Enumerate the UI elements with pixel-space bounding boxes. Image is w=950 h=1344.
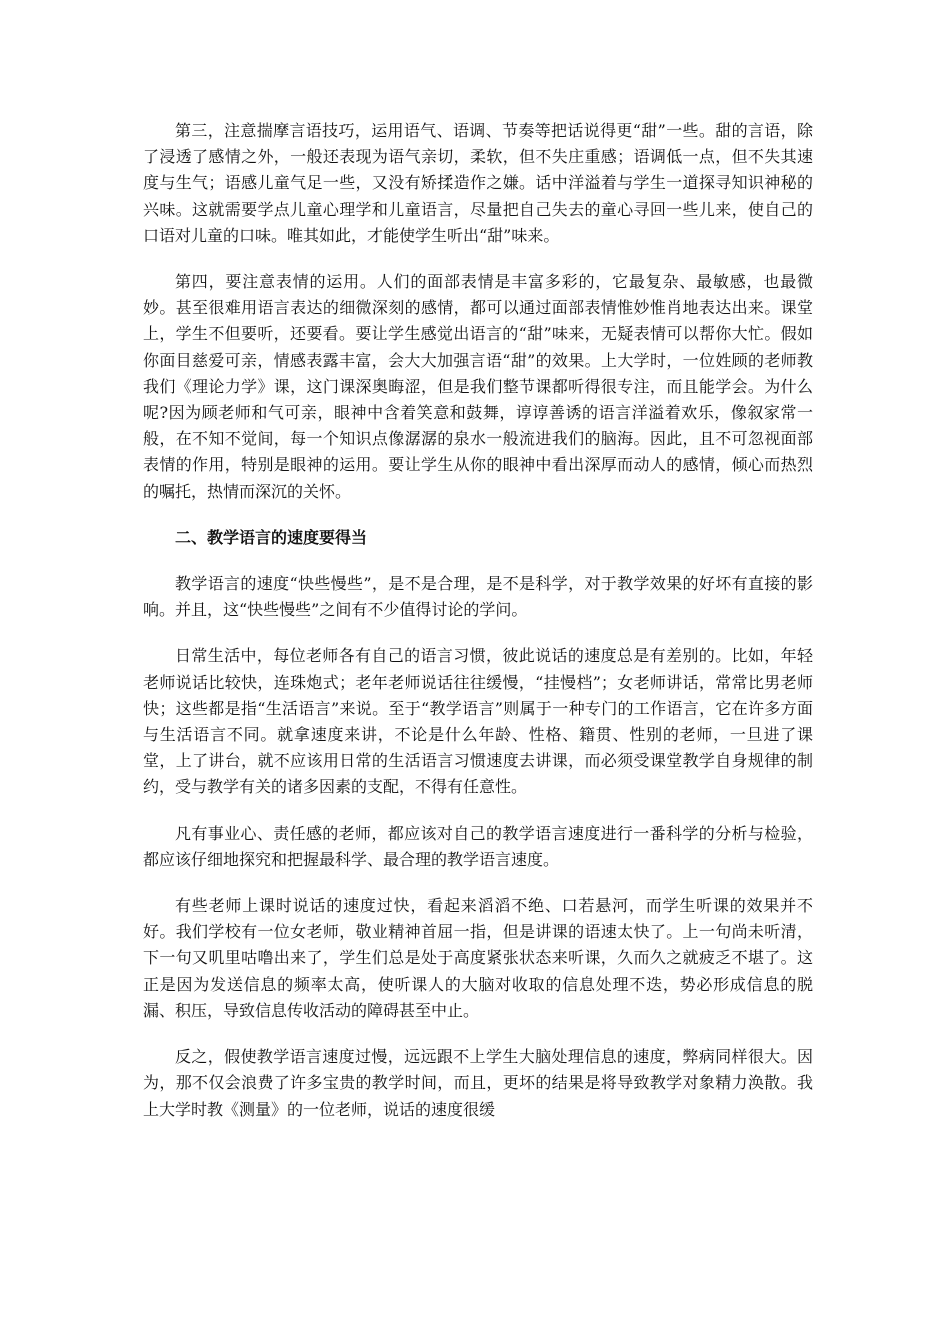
paragraph-too-slow: 反之，假使教学语言速度过慢，远远跟不上学生大脑处理信息的速度，弊病同样很大。因为，那不仅会浪费了许多宝贵的教学时间，而且，更坏的结果是将导致教学对象精力涣散。我上大学时教《测量》的一位老师，说话的速度很缓 xyxy=(143,1047,813,1119)
paragraph-fourth-tip: 第四，要注意表情的运用。人们的面部表情是丰富多彩的，它最复杂、最敏感，也最微妙。甚至很难用语言表达的细微深刻的感情，都可以通过面部表情惟妙惟肖地表达出来。课堂上，学生不但要听，还要看。要让学生感觉出语言的“甜”味来，无疑表情可以帮你大忙。假如你面目慈爱可亲，情感表露丰富，会大大加强言语“甜”的效果。上大学时，一位姓顾的老师教我们《理论力学》课，这门课深奥晦涩，但是我们整节课都听得很专注，而且能学会。为什么呢?因为顾老师和气可亲，眼神中含着笑意和鼓舞，谆谆善诱的语言洋溢着欢乐，像叙家常一般，在不知不觉间，每一个知识点像潺潺的泉水一般流进我们的脑海。因此，且不可忽视面部表情的作用，特别是眼神的运用。要让学生从你的眼神中看出深厚而动人的感情，倾心而热烈的嘱托，热情而深沉的关怀。 xyxy=(143,272,813,501)
document-page xyxy=(143,118,813,1143)
paragraph-third-tip: 第三，注意揣摩言语技巧，运用语气、语调、节奏等把话说得更“甜”一些。甜的言语，除了浸透了感情之外，一般还表现为语气亲切，柔软，但不失庄重感；语调低一点，但不失其速度与生气；语感儿童气足一些，又没有矫揉造作之嫌。话中洋溢着与学生一道探寻知识神秘的兴味。这就需要学点儿童心理学和儿童语言，尽量把自己失去的童心寻回一些儿来，使自己的口语对儿童的口味。唯其如此，才能使学生听出“甜”味来。 xyxy=(143,121,813,245)
paragraph-daily-life: 日常生活中，每位老师各有自己的语言习惯，彼此说话的速度总是有差别的。比如，年轻老师说话比较快，连珠炮式；老年老师说话往往缓慢，“挂慢档”；女老师讲话，常常比男老师快；这些都是指“生活语言”来说。至于“教学语言”则属于一种专门的工作语言，它在许多方面与生活语言不同。就拿速度来讲，不论是什么年龄、性格、籍贯、性别的老师，一旦进了课堂，上了讲台，就不应该用日常的生活语言习惯速度去讲课，而必须受课堂教学自身规律的制约，受与教学有关的诸多因素的支配，不得有任意性。 xyxy=(143,646,813,797)
paragraph-too-fast: 有些老师上课时说话的速度过快，看起来滔滔不绝、口若悬河，而学生听课的效果并不好。我们学校有一位女老师，敬业精神首屈一指，但是讲课的语速太快了。上一句尚未听清，下一句又叽里咕噜出来了，学生们总是处于高度紧张状态来听课，久而久之就疲乏不堪了。这正是因为发送信息的频率太高，使听课人的大脑对收取的信息处理不迭，势必形成信息的脱漏、积压，导致信息传收活动的障碍甚至中止。 xyxy=(143,896,813,1020)
paragraph-responsibility: 凡有事业心、责任感的老师，都应该对自己的教学语言速度进行一番科学的分析与检验，都应该仔细地探究和把握最科学、最合理的教学语言速度。 xyxy=(143,823,813,869)
section-heading-speed: 二、教学语言的速度要得当 xyxy=(175,527,368,547)
paragraph-speed-intro: 教学语言的速度“快些慢些”，是不是合理，是不是科学，对于教学效果的好坏有直接的影响。并且，这“快些慢些”之间有不少值得讨论的学问。 xyxy=(143,574,813,620)
